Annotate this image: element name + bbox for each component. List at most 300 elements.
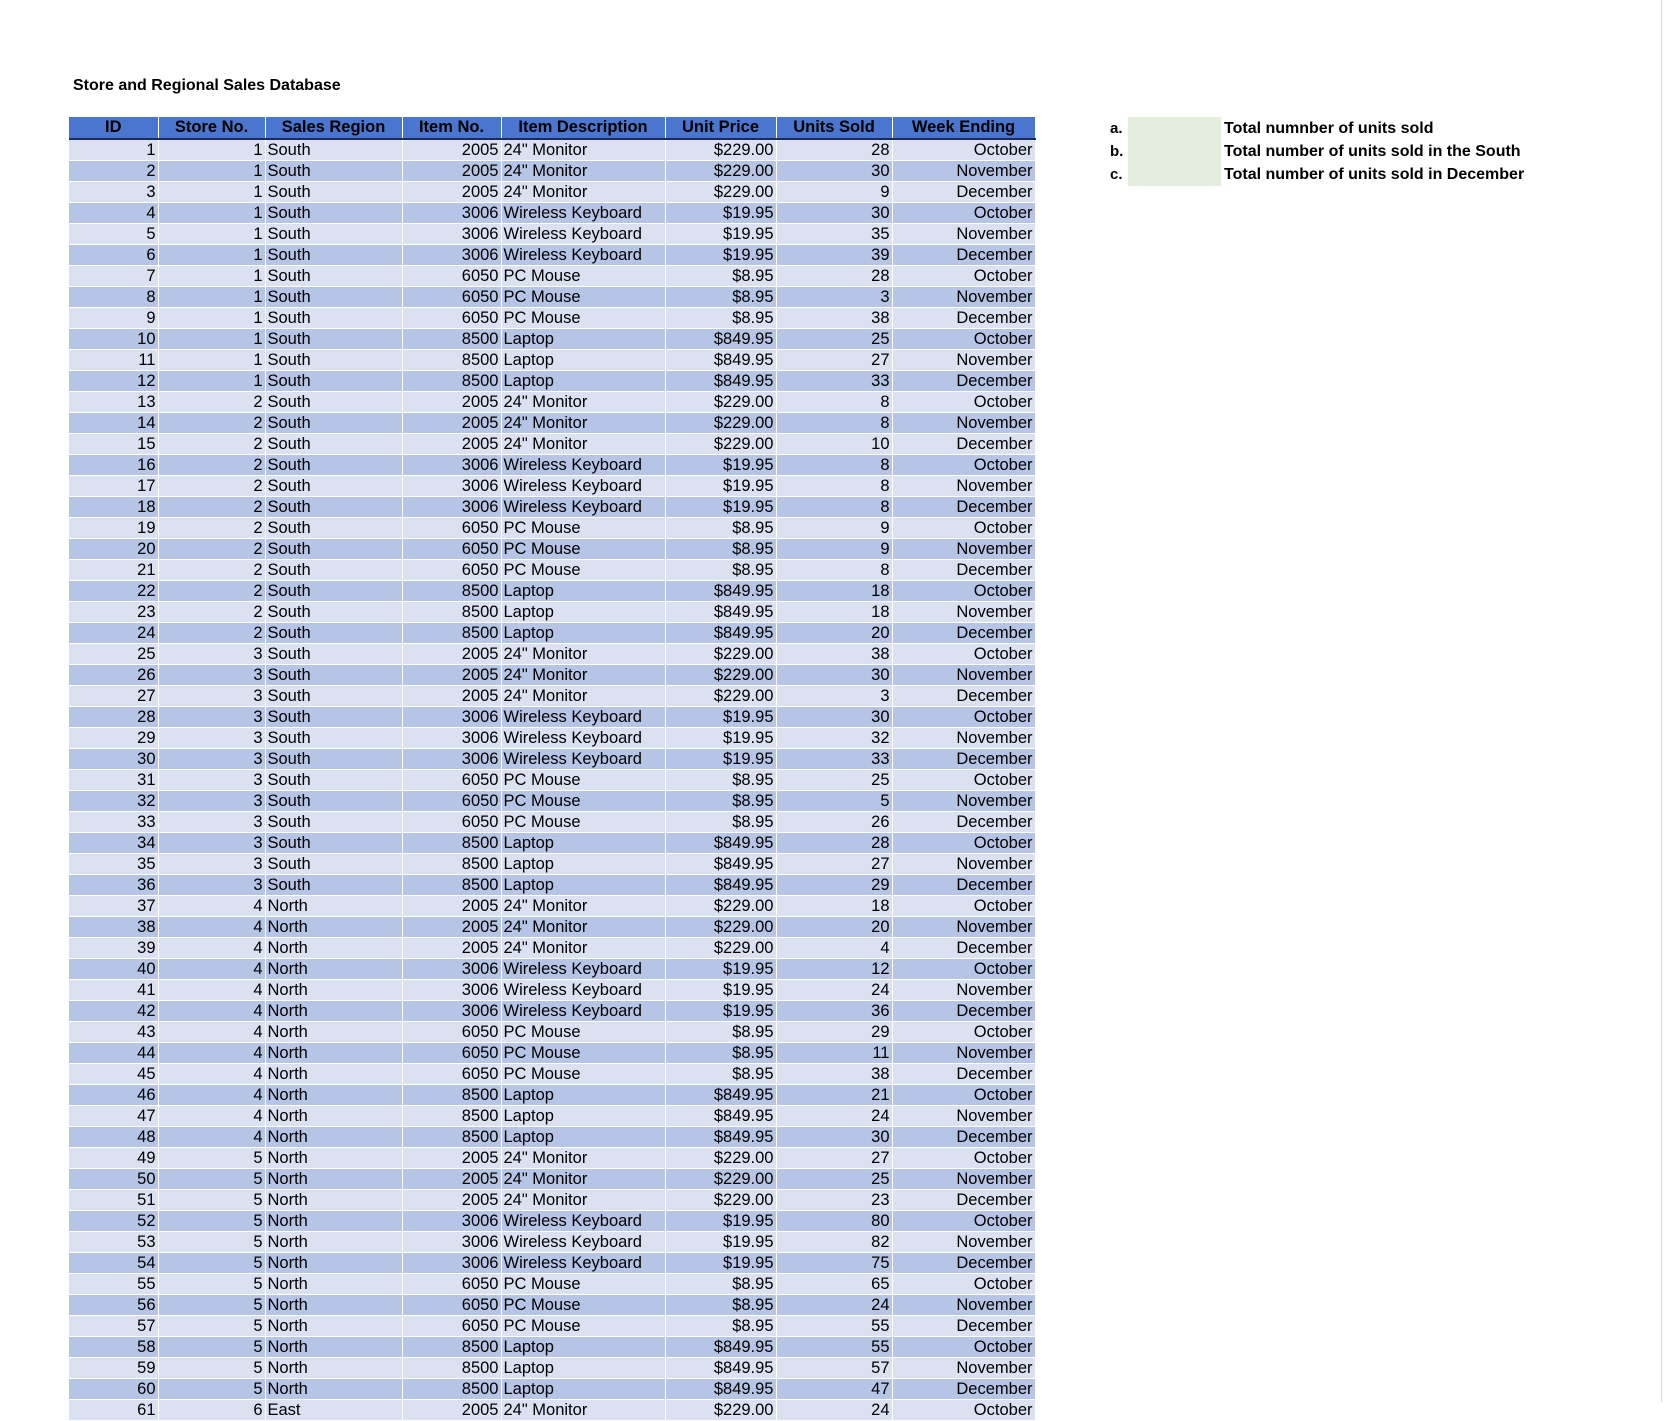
cell-item-description[interactable]: PC Mouse [501,539,665,560]
cell-week-ending[interactable]: October [892,581,1035,602]
cell-sales-region[interactable]: North [265,1337,402,1358]
cell-units-sold[interactable]: 57 [776,1358,892,1379]
cell-week-ending[interactable]: November [892,476,1035,497]
cell-week-ending[interactable]: November [892,1106,1035,1127]
cell-item-description[interactable]: 24" Monitor [501,161,665,182]
cell-units-sold[interactable]: 8 [776,497,892,518]
cell-week-ending[interactable]: December [892,812,1035,833]
answer-cell-units-south[interactable] [1128,140,1221,163]
cell-item-no[interactable]: 8500 [402,833,501,854]
cell-store-no[interactable]: 5 [158,1295,265,1316]
cell-id[interactable]: 22 [69,581,158,602]
cell-unit-price[interactable]: $19.95 [665,980,776,1001]
cell-units-sold[interactable]: 8 [776,560,892,581]
cell-sales-region[interactable]: South [265,371,402,392]
cell-units-sold[interactable]: 24 [776,1400,892,1421]
cell-units-sold[interactable]: 20 [776,917,892,938]
cell-sales-region[interactable]: South [265,392,402,413]
cell-units-sold[interactable]: 30 [776,161,892,182]
cell-store-no[interactable]: 1 [158,350,265,371]
cell-item-no[interactable]: 8500 [402,581,501,602]
cell-unit-price[interactable]: $849.95 [665,1379,776,1400]
cell-sales-region[interactable]: North [265,938,402,959]
cell-week-ending[interactable]: November [892,791,1035,812]
cell-item-description[interactable]: 24" Monitor [501,644,665,665]
cell-unit-price[interactable]: $19.95 [665,203,776,224]
cell-units-sold[interactable]: 9 [776,539,892,560]
cell-week-ending[interactable]: November [892,1358,1035,1379]
cell-units-sold[interactable]: 35 [776,224,892,245]
cell-item-no[interactable]: 6050 [402,1274,501,1295]
cell-item-description[interactable]: Laptop [501,1106,665,1127]
cell-store-no[interactable]: 5 [158,1148,265,1169]
cell-units-sold[interactable]: 30 [776,665,892,686]
cell-units-sold[interactable]: 30 [776,707,892,728]
cell-store-no[interactable]: 2 [158,455,265,476]
cell-units-sold[interactable]: 3 [776,287,892,308]
cell-item-description[interactable]: 24" Monitor [501,686,665,707]
cell-item-description[interactable]: Laptop [501,854,665,875]
cell-item-description[interactable]: PC Mouse [501,560,665,581]
cell-id[interactable]: 53 [69,1232,158,1253]
cell-units-sold[interactable]: 8 [776,413,892,434]
cell-units-sold[interactable]: 38 [776,308,892,329]
cell-sales-region[interactable]: South [265,875,402,896]
cell-week-ending[interactable]: October [892,833,1035,854]
cell-sales-region[interactable]: South [265,329,402,350]
cell-item-description[interactable]: Laptop [501,875,665,896]
cell-store-no[interactable]: 4 [158,1022,265,1043]
cell-item-no[interactable]: 8500 [402,1358,501,1379]
cell-sales-region[interactable]: North [265,1064,402,1085]
cell-sales-region[interactable]: North [265,917,402,938]
cell-week-ending[interactable]: October [892,1148,1035,1169]
cell-sales-region[interactable]: North [265,1295,402,1316]
cell-store-no[interactable]: 4 [158,1001,265,1022]
cell-item-no[interactable]: 2005 [402,938,501,959]
cell-sales-region[interactable]: South [265,434,402,455]
cell-unit-price[interactable]: $8.95 [665,518,776,539]
cell-item-description[interactable]: PC Mouse [501,1274,665,1295]
cell-units-sold[interactable]: 18 [776,581,892,602]
cell-store-no[interactable]: 2 [158,581,265,602]
cell-item-description[interactable]: Laptop [501,833,665,854]
cell-unit-price[interactable]: $229.00 [665,665,776,686]
cell-store-no[interactable]: 5 [158,1232,265,1253]
cell-units-sold[interactable]: 82 [776,1232,892,1253]
cell-unit-price[interactable]: $849.95 [665,350,776,371]
cell-sales-region[interactable]: North [265,980,402,1001]
cell-item-description[interactable]: Wireless Keyboard [501,1232,665,1253]
cell-week-ending[interactable]: November [892,350,1035,371]
cell-week-ending[interactable]: October [892,959,1035,980]
cell-units-sold[interactable]: 25 [776,770,892,791]
cell-week-ending[interactable]: October [892,1274,1035,1295]
cell-item-description[interactable]: 24" Monitor [501,1148,665,1169]
header-week-ending[interactable]: Week Ending [892,117,1035,139]
cell-store-no[interactable]: 1 [158,245,265,266]
cell-id[interactable]: 38 [69,917,158,938]
cell-item-no[interactable]: 2005 [402,434,501,455]
cell-item-description[interactable]: 24" Monitor [501,1400,665,1421]
cell-units-sold[interactable]: 3 [776,686,892,707]
cell-item-description[interactable]: Wireless Keyboard [501,1001,665,1022]
cell-unit-price[interactable]: $849.95 [665,602,776,623]
cell-sales-region[interactable]: South [265,854,402,875]
cell-unit-price[interactable]: $229.00 [665,938,776,959]
cell-sales-region[interactable]: South [265,139,402,161]
cell-week-ending[interactable]: October [892,392,1035,413]
cell-week-ending[interactable]: November [892,539,1035,560]
cell-week-ending[interactable]: October [892,644,1035,665]
cell-sales-region[interactable]: South [265,728,402,749]
cell-week-ending[interactable]: October [892,1337,1035,1358]
cell-store-no[interactable]: 2 [158,623,265,644]
cell-store-no[interactable]: 4 [158,938,265,959]
cell-week-ending[interactable]: December [892,182,1035,203]
cell-item-no[interactable]: 2005 [402,392,501,413]
cell-item-no[interactable]: 2005 [402,896,501,917]
cell-units-sold[interactable]: 12 [776,959,892,980]
cell-units-sold[interactable]: 26 [776,812,892,833]
cell-id[interactable]: 36 [69,875,158,896]
cell-store-no[interactable]: 1 [158,203,265,224]
cell-sales-region[interactable]: South [265,161,402,182]
cell-item-no[interactable]: 3006 [402,1001,501,1022]
cell-id[interactable]: 5 [69,224,158,245]
cell-units-sold[interactable]: 30 [776,1127,892,1148]
cell-id[interactable]: 30 [69,749,158,770]
cell-unit-price[interactable]: $8.95 [665,1064,776,1085]
cell-week-ending[interactable]: December [892,875,1035,896]
cell-store-no[interactable]: 4 [158,980,265,1001]
cell-id[interactable]: 40 [69,959,158,980]
cell-unit-price[interactable]: $229.00 [665,686,776,707]
cell-id[interactable]: 56 [69,1295,158,1316]
cell-week-ending[interactable]: October [892,455,1035,476]
cell-sales-region[interactable]: South [265,812,402,833]
cell-item-description[interactable]: Laptop [501,1358,665,1379]
cell-units-sold[interactable]: 39 [776,245,892,266]
cell-units-sold[interactable]: 4 [776,938,892,959]
cell-week-ending[interactable]: October [892,1085,1035,1106]
cell-store-no[interactable]: 4 [158,959,265,980]
cell-sales-region[interactable]: South [265,350,402,371]
cell-unit-price[interactable]: $8.95 [665,266,776,287]
cell-id[interactable]: 11 [69,350,158,371]
cell-units-sold[interactable]: 28 [776,833,892,854]
cell-sales-region[interactable]: South [265,539,402,560]
cell-id[interactable]: 42 [69,1001,158,1022]
cell-item-description[interactable]: 24" Monitor [501,938,665,959]
cell-item-no[interactable]: 3006 [402,1232,501,1253]
cell-item-no[interactable]: 6050 [402,812,501,833]
cell-units-sold[interactable]: 28 [776,139,892,161]
cell-store-no[interactable]: 2 [158,476,265,497]
cell-store-no[interactable]: 1 [158,182,265,203]
cell-id[interactable]: 1 [69,139,158,161]
cell-units-sold[interactable]: 55 [776,1337,892,1358]
cell-id[interactable]: 50 [69,1169,158,1190]
cell-item-no[interactable]: 8500 [402,875,501,896]
cell-sales-region[interactable]: South [265,665,402,686]
cell-week-ending[interactable]: November [892,1169,1035,1190]
cell-store-no[interactable]: 4 [158,896,265,917]
cell-week-ending[interactable]: December [892,749,1035,770]
cell-unit-price[interactable]: $8.95 [665,791,776,812]
cell-sales-region[interactable]: South [265,749,402,770]
cell-item-no[interactable]: 2005 [402,139,501,161]
cell-item-no[interactable]: 2005 [402,644,501,665]
cell-units-sold[interactable]: 36 [776,1001,892,1022]
cell-units-sold[interactable]: 18 [776,602,892,623]
cell-item-no[interactable]: 8500 [402,602,501,623]
cell-units-sold[interactable]: 24 [776,980,892,1001]
cell-sales-region[interactable]: North [265,1085,402,1106]
cell-id[interactable]: 6 [69,245,158,266]
cell-item-no[interactable]: 8500 [402,329,501,350]
cell-sales-region[interactable]: South [265,644,402,665]
cell-unit-price[interactable]: $8.95 [665,1022,776,1043]
cell-week-ending[interactable]: October [892,329,1035,350]
cell-item-no[interactable]: 2005 [402,1400,501,1421]
cell-week-ending[interactable]: December [892,371,1035,392]
cell-id[interactable]: 33 [69,812,158,833]
cell-item-no[interactable]: 6050 [402,560,501,581]
cell-item-no[interactable]: 3006 [402,980,501,1001]
cell-week-ending[interactable]: December [892,1001,1035,1022]
cell-item-no[interactable]: 2005 [402,1169,501,1190]
cell-id[interactable]: 14 [69,413,158,434]
cell-sales-region[interactable]: North [265,1001,402,1022]
cell-item-description[interactable]: Laptop [501,623,665,644]
cell-week-ending[interactable]: December [892,1064,1035,1085]
cell-item-no[interactable]: 6050 [402,1043,501,1064]
cell-unit-price[interactable]: $229.00 [665,434,776,455]
cell-units-sold[interactable]: 29 [776,1022,892,1043]
cell-units-sold[interactable]: 25 [776,1169,892,1190]
cell-item-description[interactable]: Wireless Keyboard [501,245,665,266]
cell-week-ending[interactable]: October [892,896,1035,917]
cell-unit-price[interactable]: $229.00 [665,896,776,917]
cell-sales-region[interactable]: North [265,1106,402,1127]
cell-item-description[interactable]: Laptop [501,1337,665,1358]
cell-store-no[interactable]: 4 [158,1106,265,1127]
cell-unit-price[interactable]: $19.95 [665,245,776,266]
cell-week-ending[interactable]: December [892,434,1035,455]
cell-sales-region[interactable]: North [265,1253,402,1274]
cell-id[interactable]: 41 [69,980,158,1001]
cell-store-no[interactable]: 2 [158,413,265,434]
cell-item-description[interactable]: Laptop [501,350,665,371]
cell-id[interactable]: 18 [69,497,158,518]
cell-item-no[interactable]: 6050 [402,518,501,539]
cell-id[interactable]: 44 [69,1043,158,1064]
cell-item-no[interactable]: 6050 [402,1022,501,1043]
cell-sales-region[interactable]: South [265,497,402,518]
cell-item-no[interactable]: 8500 [402,350,501,371]
cell-unit-price[interactable]: $849.95 [665,854,776,875]
cell-id[interactable]: 43 [69,1022,158,1043]
cell-id[interactable]: 24 [69,623,158,644]
cell-item-no[interactable]: 2005 [402,182,501,203]
cell-id[interactable]: 58 [69,1337,158,1358]
cell-week-ending[interactable]: December [892,686,1035,707]
cell-item-description[interactable]: Wireless Keyboard [501,1253,665,1274]
cell-week-ending[interactable]: November [892,1232,1035,1253]
cell-sales-region[interactable]: South [265,623,402,644]
header-unit-price[interactable]: Unit Price [665,117,776,139]
cell-week-ending[interactable]: November [892,917,1035,938]
cell-item-no[interactable]: 3006 [402,749,501,770]
cell-store-no[interactable]: 3 [158,833,265,854]
cell-item-no[interactable]: 2005 [402,686,501,707]
cell-item-no[interactable]: 8500 [402,1106,501,1127]
cell-unit-price[interactable]: $849.95 [665,371,776,392]
cell-unit-price[interactable]: $8.95 [665,1274,776,1295]
cell-units-sold[interactable]: 65 [776,1274,892,1295]
cell-units-sold[interactable]: 28 [776,266,892,287]
cell-item-description[interactable]: PC Mouse [501,812,665,833]
cell-unit-price[interactable]: $229.00 [665,1148,776,1169]
header-id[interactable]: ID [69,117,158,139]
cell-id[interactable]: 34 [69,833,158,854]
cell-week-ending[interactable]: October [892,1400,1035,1421]
cell-unit-price[interactable]: $229.00 [665,1400,776,1421]
cell-week-ending[interactable]: November [892,413,1035,434]
cell-unit-price[interactable]: $849.95 [665,1085,776,1106]
cell-units-sold[interactable]: 9 [776,182,892,203]
cell-units-sold[interactable]: 27 [776,1148,892,1169]
cell-id[interactable]: 2 [69,161,158,182]
cell-item-description[interactable]: Wireless Keyboard [501,980,665,1001]
cell-unit-price[interactable]: $19.95 [665,1232,776,1253]
cell-unit-price[interactable]: $19.95 [665,1253,776,1274]
cell-item-no[interactable]: 2005 [402,1190,501,1211]
cell-sales-region[interactable]: South [265,203,402,224]
cell-units-sold[interactable]: 33 [776,371,892,392]
cell-unit-price[interactable]: $849.95 [665,623,776,644]
cell-unit-price[interactable]: $849.95 [665,329,776,350]
cell-id[interactable]: 8 [69,287,158,308]
cell-units-sold[interactable]: 27 [776,350,892,371]
cell-item-no[interactable]: 3006 [402,1253,501,1274]
cell-unit-price[interactable]: $8.95 [665,308,776,329]
cell-item-description[interactable]: Wireless Keyboard [501,728,665,749]
cell-sales-region[interactable]: South [265,455,402,476]
cell-id[interactable]: 29 [69,728,158,749]
cell-unit-price[interactable]: $19.95 [665,497,776,518]
cell-week-ending[interactable]: November [892,224,1035,245]
cell-week-ending[interactable]: December [892,1316,1035,1337]
cell-units-sold[interactable]: 27 [776,854,892,875]
cell-unit-price[interactable]: $19.95 [665,959,776,980]
cell-sales-region[interactable]: North [265,1232,402,1253]
cell-units-sold[interactable]: 24 [776,1295,892,1316]
cell-sales-region[interactable]: South [265,602,402,623]
cell-week-ending[interactable]: November [892,854,1035,875]
cell-units-sold[interactable]: 10 [776,434,892,455]
cell-store-no[interactable]: 1 [158,161,265,182]
cell-units-sold[interactable]: 5 [776,791,892,812]
cell-id[interactable]: 12 [69,371,158,392]
cell-store-no[interactable]: 1 [158,308,265,329]
cell-item-description[interactable]: 24" Monitor [501,896,665,917]
cell-store-no[interactable]: 1 [158,287,265,308]
cell-unit-price[interactable]: $229.00 [665,139,776,161]
cell-item-description[interactable]: Laptop [501,371,665,392]
cell-unit-price[interactable]: $8.95 [665,287,776,308]
cell-item-no[interactable]: 8500 [402,371,501,392]
cell-sales-region[interactable]: North [265,1316,402,1337]
cell-unit-price[interactable]: $849.95 [665,1337,776,1358]
cell-id[interactable]: 35 [69,854,158,875]
cell-sales-region[interactable]: South [265,413,402,434]
cell-item-no[interactable]: 8500 [402,854,501,875]
cell-id[interactable]: 55 [69,1274,158,1295]
cell-store-no[interactable]: 3 [158,812,265,833]
cell-item-description[interactable]: PC Mouse [501,791,665,812]
cell-units-sold[interactable]: 29 [776,875,892,896]
cell-store-no[interactable]: 1 [158,266,265,287]
cell-item-description[interactable]: PC Mouse [501,1064,665,1085]
cell-units-sold[interactable]: 8 [776,392,892,413]
cell-store-no[interactable]: 3 [158,707,265,728]
cell-store-no[interactable]: 3 [158,791,265,812]
cell-store-no[interactable]: 5 [158,1211,265,1232]
cell-unit-price[interactable]: $229.00 [665,392,776,413]
cell-sales-region[interactable]: North [265,1379,402,1400]
cell-item-description[interactable]: Wireless Keyboard [501,476,665,497]
header-units-sold[interactable]: Units Sold [776,117,892,139]
cell-id[interactable]: 25 [69,644,158,665]
cell-id[interactable]: 59 [69,1358,158,1379]
cell-item-no[interactable]: 3006 [402,707,501,728]
cell-unit-price[interactable]: $8.95 [665,1316,776,1337]
cell-week-ending[interactable]: December [892,245,1035,266]
cell-id[interactable]: 54 [69,1253,158,1274]
cell-store-no[interactable]: 3 [158,749,265,770]
cell-unit-price[interactable]: $229.00 [665,1190,776,1211]
cell-id[interactable]: 31 [69,770,158,791]
cell-week-ending[interactable]: December [892,623,1035,644]
cell-item-description[interactable]: Laptop [501,329,665,350]
cell-item-description[interactable]: Laptop [501,1127,665,1148]
cell-store-no[interactable]: 2 [158,518,265,539]
cell-unit-price[interactable]: $849.95 [665,875,776,896]
cell-id[interactable]: 21 [69,560,158,581]
cell-sales-region[interactable]: South [265,518,402,539]
cell-item-description[interactable]: Wireless Keyboard [501,224,665,245]
cell-week-ending[interactable]: December [892,1379,1035,1400]
cell-id[interactable]: 49 [69,1148,158,1169]
cell-sales-region[interactable]: South [265,245,402,266]
cell-sales-region[interactable]: North [265,1169,402,1190]
cell-id[interactable]: 60 [69,1379,158,1400]
cell-item-description[interactable]: 24" Monitor [501,392,665,413]
cell-unit-price[interactable]: $849.95 [665,581,776,602]
cell-item-description[interactable]: 24" Monitor [501,665,665,686]
cell-item-description[interactable]: Laptop [501,1379,665,1400]
cell-store-no[interactable]: 5 [158,1190,265,1211]
cell-unit-price[interactable]: $849.95 [665,833,776,854]
cell-item-no[interactable]: 2005 [402,413,501,434]
cell-units-sold[interactable]: 55 [776,1316,892,1337]
cell-week-ending[interactable]: November [892,665,1035,686]
cell-store-no[interactable]: 3 [158,728,265,749]
cell-store-no[interactable]: 3 [158,854,265,875]
cell-item-no[interactable]: 8500 [402,1379,501,1400]
